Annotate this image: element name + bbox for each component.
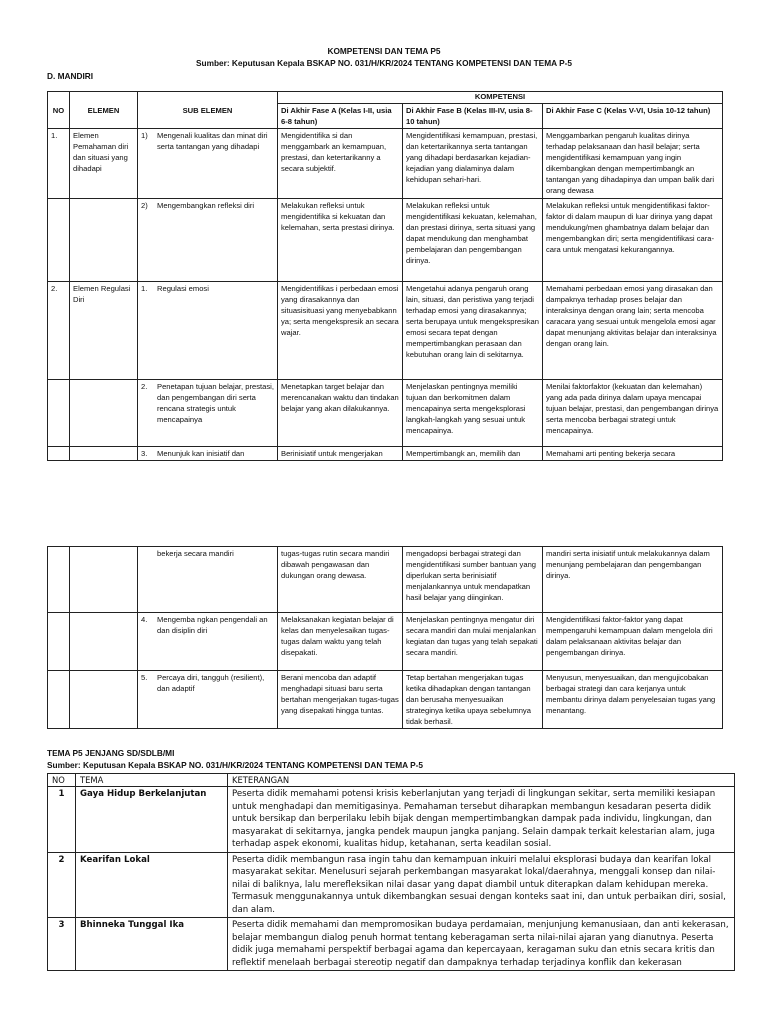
sub-elemen-text: Menunjuk kan inisiatif dan [157,449,245,458]
tema-table [47,773,735,971]
elemen-cell [70,671,138,729]
row-number [48,199,70,282]
sub-elemen-text: Mengembangkan refleksi diri [157,201,255,210]
sub-elemen-text: Penetapan tujuan belajar, prestasi, dan pengembangan diri serta rencana strategis untuk mencapainya [157,382,274,424]
sub-elemen-number: 1. [141,284,148,293]
table-row [48,199,723,282]
sub-elemen-number [141,548,153,559]
row-number [48,671,70,729]
fase-b-cell: Mengetahui adanya pengaruh orang lain, situasi, dan peristiwa yang terjadi terhadap emosi yang dirasakannya; serta berupaya untuk mengekspresikan emosi secara tepat dengan mempertimbangkan perasaan dan kebutuhan orang lain di sekitarnya. [403,282,543,380]
elemen-cell [70,547,138,613]
sub-elemen-cell [138,547,278,613]
sub-elemen-number: 4. [141,615,148,624]
fase-c-cell: Memahami arti penting bekerja secara [543,447,723,461]
fase-a-cell: Berani mencoba dan adaptif menghadapi situasi baru serta bertahan mengerjakan tugas-tugas yang disepakati hingga tuntas. [278,671,403,729]
fase-b-cell: Melakukan refleksi untuk mengidentifikasi kekuatan, kelemahan, dan prestasi dirinya, serta situasi yang dapat mendukung dan menghambat pembelajaran dan pengembangan dirinya. [403,199,543,282]
fase-a-cell: tugas-tugas rutin secara mandiri dibawah pengawasan dan dukungan orang dewasa. [278,547,403,613]
competency-table [47,91,723,461]
sub-elemen-text: Mengenali kualitas dan minat diri serta tantangan yang dihadapi [157,131,268,151]
row-number [48,613,70,671]
sub-elemen-cell [138,671,278,729]
sub-elemen-number: 3. [141,449,148,458]
table-row [48,852,735,918]
row-number [48,447,70,461]
header-no: NO [48,92,70,129]
table-row [48,447,723,461]
row-number: 3 [48,918,76,971]
row-number: 2. [48,282,70,380]
document-title: KOMPETENSI DAN TEMA P5 [327,46,441,56]
fase-c-cell: Melakukan refleksi untuk mengidentifikasi faktor-faktor di dalam maupun di luar dirinya yang dapat mendukung/men ghambatnya dalam belajar dan mengembangkan diri; serta mengidentifikasi cara-cara untuk mengatasi kekurangannya. [543,199,723,282]
elemen-cell: Elemen Pemahaman diri dan situasi yang dihadapi [70,129,138,199]
fase-c-cell: Menyusun, menyesuaikan, dan mengujicobakan berbagai strategi dan cara kerjanya untuk membantu dirinya dalam penyelesaian tugas yang menantang. [543,671,723,729]
sub-elemen-cell [138,447,278,461]
competency-table-continued [47,546,723,729]
sub-elemen-number: 2. [141,382,148,391]
fase-a-cell: Mengidentifika si dan menggambark an kemampuan, prestasi, dan ketertarikanny a secara subjektif. [278,129,403,199]
tema-title: TEMA P5 JENJANG SD/SDLB/MI [47,748,175,758]
row-number: 2 [48,852,76,918]
fase-b-cell: mengadopsi berbagai strategi dan mengidentifikasi sumber bantuan yang diperlukan serta berinisiatif menjalankannya untuk mendapatkan hasil belajar yang diinginkan. [403,547,543,613]
sub-elemen-number: 5. [141,673,148,682]
fase-a-cell: Mengidentifikas i perbedaan emosi yang dirasakannya dan situasisituasi yang menyebabkann ya; serta mengekspresik an secara wajar. [278,282,403,380]
sub-elemen-cell [138,613,278,671]
table-row [48,547,723,613]
sub-elemen-text: Mengemba ngkan pengendali an dan disiplin diri [157,615,268,635]
fase-a-cell: Melaksanakan kegiatan belajar di kelas dan menyelesaikan tugas-tugas dalam waktu yang telah disepakati. [278,613,403,671]
row-number [48,380,70,447]
fase-c-cell: mandiri serta inisiatif untuk melakukannya dalam menunjang pembelajaran dan pengembangan dirinya. [543,547,723,613]
elemen-cell: Elemen Regulasi Diri [70,282,138,380]
table-row [48,918,735,971]
tema-name: Kearifan Lokal [76,852,228,918]
fase-c-cell: Mengidentifikasi faktor-faktor yang dapat mempengaruhi kemampuan dalam mengelola diri dalam pelaksanaan aktivitas belajar dan pengembangan dirinya. [543,613,723,671]
header-fase-b: Di Akhir Fase B (Kelas III-IV, usia 8-10 tahun) [403,104,543,129]
table-row [48,613,723,671]
header-sub-elemen: SUB ELEMEN [138,92,278,129]
tema-description: Peserta didik membangun rasa ingin tahu dan kemampuan inkuiri melalui eksplorasi budaya dan kearifan lokal masyarakat sekitar. Menelusuri sejarah perkembangan masyarakat lokal/daerahnya, menggali konsep dan nilai-nilai di baliknya, lalu merefleksikan nilai dasar yang dapat diambil untuk diterapkan dalam kehidupan mereka. Termasuk menggunakannya untuk dikembangkan sesuai dengan konteks saat ini, dan untuk perbaikan diri, sosial, dan alam. [228,852,735,918]
fase-b-cell: Menjelaskan pentingnya mengatur diri secara mandiri dan mulai menjalankan kegiatan dan tugas yang telah sepakati secara mandiri. [403,613,543,671]
table-row [48,380,723,447]
row-number: 1 [48,787,76,853]
header-fase-c: Di Akhir Fase C (Kelas V-VI, Usia 10-12 tahun) [543,104,723,129]
sub-elemen-cell [138,129,278,199]
tema-name: Bhinneka Tunggal Ika [76,918,228,971]
header-tema: TEMA [76,774,228,787]
fase-b-cell: Mempertimbangk an, memilih dan [403,447,543,461]
table-row [48,282,723,380]
fase-a-cell: Melakukan refleksi untuk mengidentifika si kekuatan dan kelemahan, serta prestasi dirinya. [278,199,403,282]
sub-elemen-number: 2) [141,201,148,210]
tema-source: Sumber: Keputusan Kepala BSKAP NO. 031/H/KR/2024 TENTANG KOMPETENSI DAN TEMA P-5 [47,760,424,770]
sub-elemen-text: Regulasi emosi [157,284,209,293]
header-keterangan: KETERANGAN [228,774,735,787]
header-kompetensi: KOMPETENSI [278,92,723,104]
sub-elemen-number: 1) [141,131,148,140]
elemen-cell [70,447,138,461]
fase-c-cell: Menggambarkan pengaruh kualitas dirinya terhadap pelaksanaan dan hasil belajar; serta mengidentifikasi kemampuan yang ingin dikembangkan dengan mempertimbangk an tantangan yang dihadapinya dan umpan balik dari orang dewasa [543,129,723,199]
sub-elemen-cell [138,282,278,380]
fase-b-cell: Menjelaskan pentingnya memiliki tujuan dan berkomitmen dalam mencapainya serta mengeksplorasi langkah-langkah yang sesuai untuk mencapainya. [403,380,543,447]
table-row [48,671,723,729]
fase-a-cell: Berinisiatif untuk mengerjakan [278,447,403,461]
table-row [48,787,735,853]
header-fase-a: Di Akhir Fase A (Kelas I-II, usia 6-8 tahun) [278,104,403,129]
sub-elemen-text: Percaya diri, tangguh (resilient), dan adaptif [157,673,265,693]
elemen-cell [70,613,138,671]
fase-b-cell: Tetap bertahan mengerjakan tugas ketika dihadapkan dengan tantangan dan berusaha menyesuaikan strateginya ketika upaya sebelumnya tidak berhasil. [403,671,543,729]
tema-description: Peserta didik memahami potensi krisis keberlanjutan yang terjadi di lingkungan sekitar, serta memiliki kesiapan untuk menghadapi dan memitigasinya. Pemahaman tersebut diharapkan membangun kesadaran peserta didik untuk bersikap dan berperilaku lebih bijak dengan mempertimbangkan dampak pada individu, lingkungan, dan masyarakat di sekitarnya, jangka pendek maupun jangka panjang. Selain dampak terkait kelestarian alam, juga terhadap aspek ekonomi, kualitas hidup, ketahanan, serta keadilan sosial. [228,787,735,853]
row-number [48,547,70,613]
fase-b-cell: Mengidentifikasi kemampuan, prestasi, dan ketertarikannya serta tantangan yang dihadapi berdasarkan kejadian-kejadian yang dialaminya dalam kehidupan sehari-hari. [403,129,543,199]
fase-a-cell: Menetapkan target belajar dan merencanakan waktu dan tindakan belajar yang akan dilakukannya. [278,380,403,447]
sub-elemen-text: bekerja secara mandiri [157,549,234,558]
sub-elemen-cell [138,380,278,447]
section-heading: D. MANDIRI [47,71,94,81]
fase-c-cell: Memahami perbedaan emosi yang dirasakan dan dampaknya terhadap proses belajar dan interaksinya dengan orang lain; serta mencoba caracara yang sesuai untuk mengelola emosi agar dapat menunjang aktivitas belajar dan interaksinya dengan orang lain. [543,282,723,380]
elemen-cell [70,380,138,447]
row-number: 1. [48,129,70,199]
fase-c-cell: Menilai faktorfaktor (kekuatan dan kelemahan) yang ada pada dirinya dalam upaya mencapai tujuan belajar, prestasi, dan pengembangan dirinya serta mencoba berbagai strategi untuk mencapainya. [543,380,723,447]
elemen-cell [70,199,138,282]
document-source: Sumber: Keputusan Kepala BSKAP NO. 031/H/KR/2024 TENTANG KOMPETENSI DAN TEMA P-5 [195,58,573,68]
tema-name: Gaya Hidup Berkelanjutan [76,787,228,853]
header-elemen: ELEMEN [70,92,138,129]
tema-description: Peserta didik memahami dan mempromosikan budaya perdamaian, menjunjung kemanusiaan, dan anti kekerasan, belajar membangun dialog penuh hormat tentang keberagaman serta nilai-nilai ajaran yang dianutnya. Peserta didik juga memahami perspektif berbagai agama dan kepercayaan, keragaman suku dan etnis secara kritis dan reflektif menelaah berbagai stereotip negatif dan dampaknya terhadap terjadinya konflik dan kekerasan [228,918,735,971]
header-no: NO [48,774,76,787]
table-row [48,129,723,199]
sub-elemen-cell [138,199,278,282]
